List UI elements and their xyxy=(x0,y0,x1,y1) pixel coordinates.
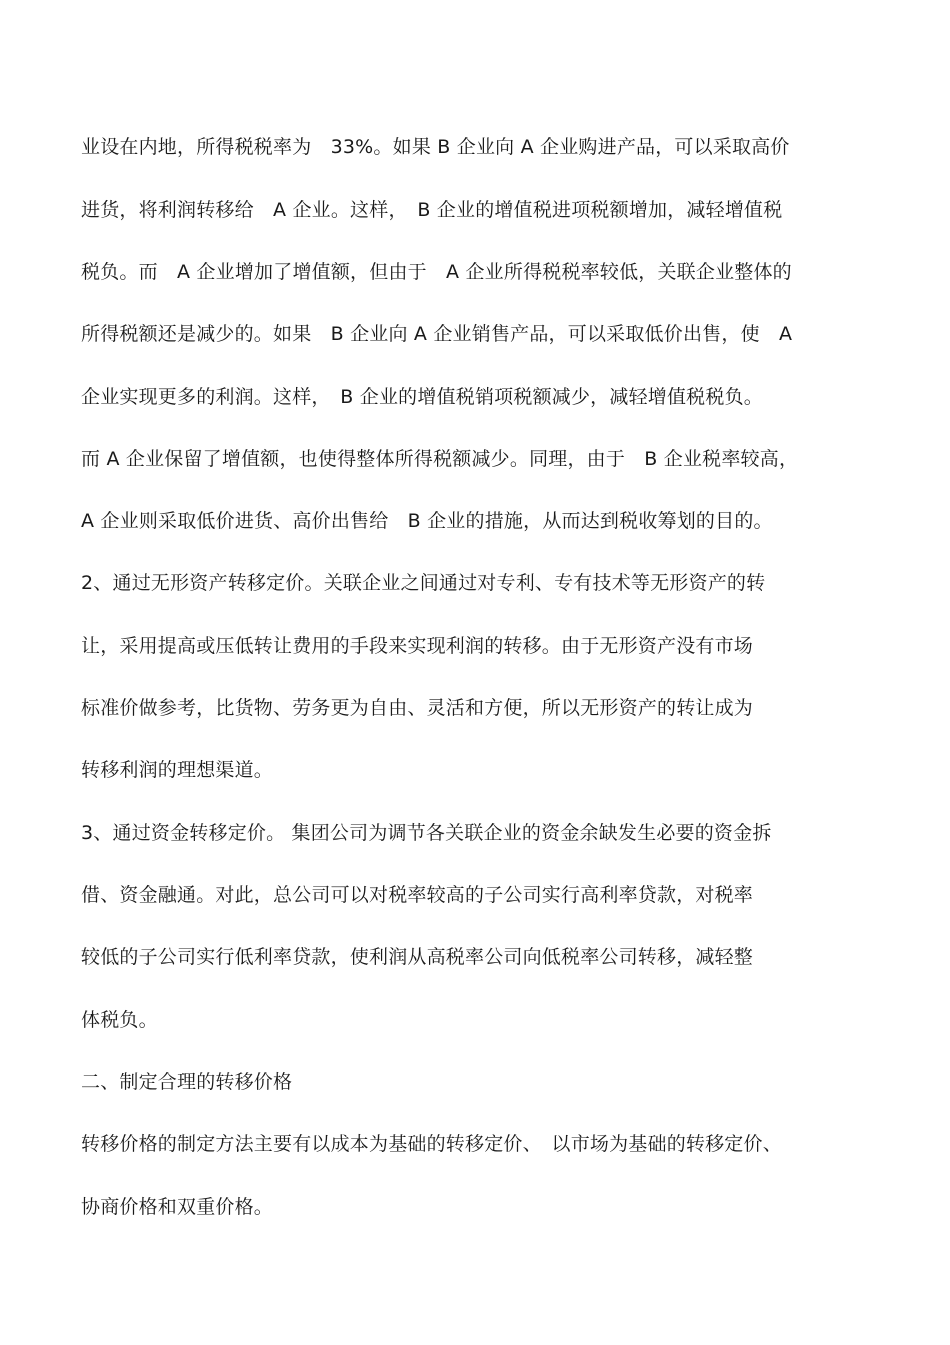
text-line: 3、通过资金转移定价。 集团公司为调节各关联企业的资金余缺发生必要的资金拆 xyxy=(81,822,772,844)
section-heading: 二、制定合理的转移价格 xyxy=(81,1071,293,1093)
text-line: 协商价格和双重价格。 xyxy=(81,1196,274,1218)
text-line: 税负。而 A 企业增加了增值额，但由于 A 企业所得税税率较低，关联企业整体的 xyxy=(81,261,792,283)
text-line: A 企业则采取低价进货、高价出售给 B 企业的措施，从而达到税收筹划的目的。 xyxy=(81,510,773,532)
text-line: 而 A 企业保留了增值额，也使得整体所得税额减少。同理，由于 B 企业税率较高， xyxy=(81,448,799,470)
text-line: 转移价格的制定方法主要有以成本为基础的转移定价、 以市场为基础的转移定价、 xyxy=(81,1133,782,1155)
text-line: 企业实现更多的利润。这样， B 企业的增值税销项税额减少，减轻增值税税负。 xyxy=(81,386,763,408)
text-line: 较低的子公司实行低利率贷款，使利润从高税率公司向低税率公司转移，减轻整 xyxy=(81,946,754,968)
text-line: 标准价做参考，比货物、劳务更为自由、灵活和方便，所以无形资产的转让成为 xyxy=(81,697,754,719)
text-line: 2、通过无形资产转移定价。关联企业之间通过对专利、专有技术等无形资产的转 xyxy=(81,572,766,594)
text-line: 所得税额还是减少的。如果 B 企业向 A 企业销售产品，可以采取低价出售，使 A xyxy=(81,323,793,345)
text-line: 让，采用提高或压低转让费用的手段来实现利润的转移。由于无形资产没有市场 xyxy=(81,635,754,657)
text-line: 进货，将利润转移给 A 企业。这样， B 企业的增值税进项税额增加，减轻增值税 xyxy=(81,199,783,221)
text-line: 借、资金融通。对此，总公司可以对税率较高的子公司实行高利率贷款，对税率 xyxy=(81,884,754,906)
text-line: 业设在内地，所得税税率为 33%。如果 B 企业向 A 企业购进产品，可以采取高价 xyxy=(81,136,790,158)
text-line: 体税负。 xyxy=(81,1009,158,1031)
text-line: 转移利润的理想渠道。 xyxy=(81,759,274,781)
